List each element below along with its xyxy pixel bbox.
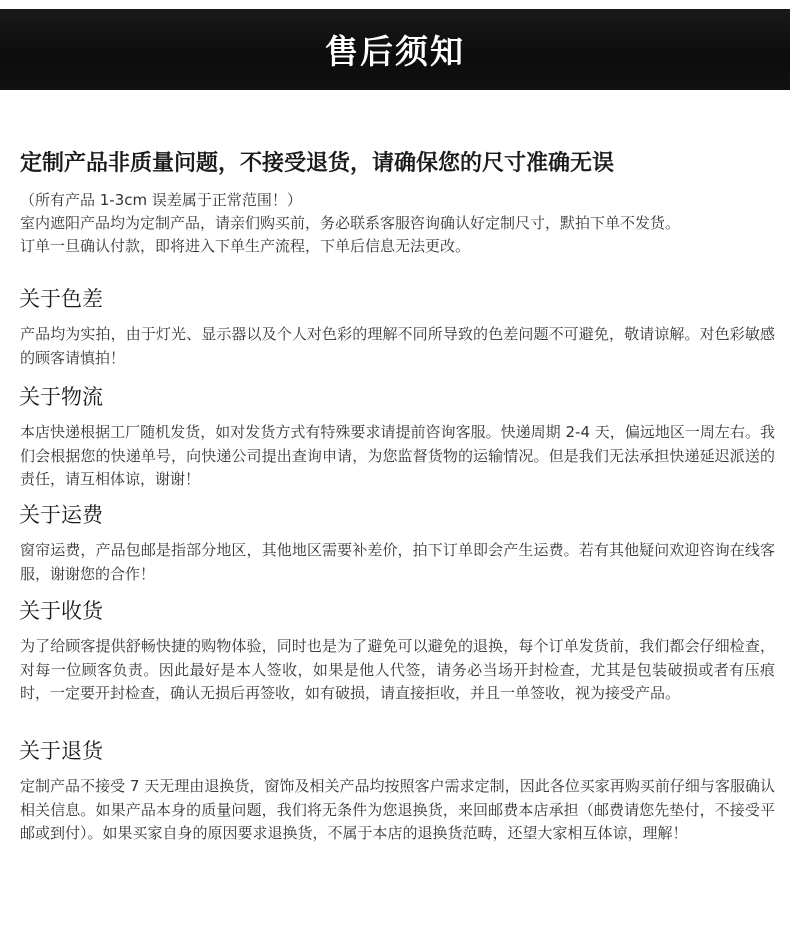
section-heading: 关于色差 bbox=[19, 287, 103, 311]
section-logistics bbox=[20, 382, 775, 492]
section-returns bbox=[20, 736, 775, 846]
section-color-difference bbox=[20, 284, 775, 370]
main-notice-heading: 定制产品非质量问题，不接受退货，请确保您的尺寸准确无误 bbox=[20, 151, 615, 176]
section-body: 窗帘运费，产品包邮是指部分地区，其他地区需要补差价，拍下订单即会产生运费。若有其他疑问欢迎咨询在线客服，谢谢您的合作！ bbox=[20, 541, 775, 583]
section-receiving bbox=[20, 596, 775, 706]
order-confirm-notice: 订单一旦确认付款，即将进入下单生产流程，下单后信息无法更改。 bbox=[20, 237, 471, 255]
section-body: 产品均为实拍，由于灯光、显示器以及个人对色彩的理解不同所导致的色差问题不可避免，敬请谅解。对色彩敏感的顾客请慎拍！ bbox=[20, 325, 775, 367]
section-shipping-fee bbox=[20, 500, 775, 586]
section-heading: 关于退货 bbox=[19, 739, 103, 763]
custom-product-notice: 室内遮阳产品均为定制产品，请亲们购买前，务必联系客服咨询确认好定制尺寸，默拍下单不发货。 bbox=[20, 214, 681, 232]
section-heading: 关于物流 bbox=[19, 385, 103, 409]
section-body: 本店快递根据工厂随机发货，如对发货方式有特殊要求请提前咨询客服。快递周期 2-4 天，偏远地区一周左右。我们会根据您的快递单号，向快递公司提出查询申请，为您监督货物的运输情况。但是我们无法承担快递延迟派送的责任，请互相体谅，谢谢！ bbox=[20, 423, 775, 488]
header-banner bbox=[0, 9, 790, 90]
intro-block bbox=[20, 148, 775, 258]
tolerance-note: （所有产品 1-3cm 误差属于正常范围！） bbox=[20, 191, 302, 209]
page-title: 售后须知 bbox=[325, 32, 465, 71]
section-body: 为了给顾客提供舒畅快捷的购物体验，同时也是为了避免可以避免的退换，每个订单发货前，我们都会仔细检查，对每一位顾客负责。因此最好是本人签收，如果是他人代签，请务必当场开封检查，尤其是包装破损或者有压痕时，一定要开封检查，确认无损后再签收，如有破损，请直接拒收，并且一单签收，视为接受产品。 bbox=[20, 637, 775, 702]
section-body: 定制产品不接受 7 天无理由退换货，窗饰及相关产品均按照客户需求定制，因此各位买家再购买前仔细与客服确认相关信息。如果产品本身的质量问题，我们将无条件为您退换货，来回邮费本店承担（邮费请您先垫付，不接受平邮或到付）。如果买家自身的原因要求退换货，不属于本店的退换货范畴，还望大家相互体谅，理解！ bbox=[20, 777, 775, 842]
content-area bbox=[19, 148, 775, 842]
section-heading: 关于收货 bbox=[19, 599, 103, 623]
section-heading: 关于运费 bbox=[19, 503, 103, 527]
